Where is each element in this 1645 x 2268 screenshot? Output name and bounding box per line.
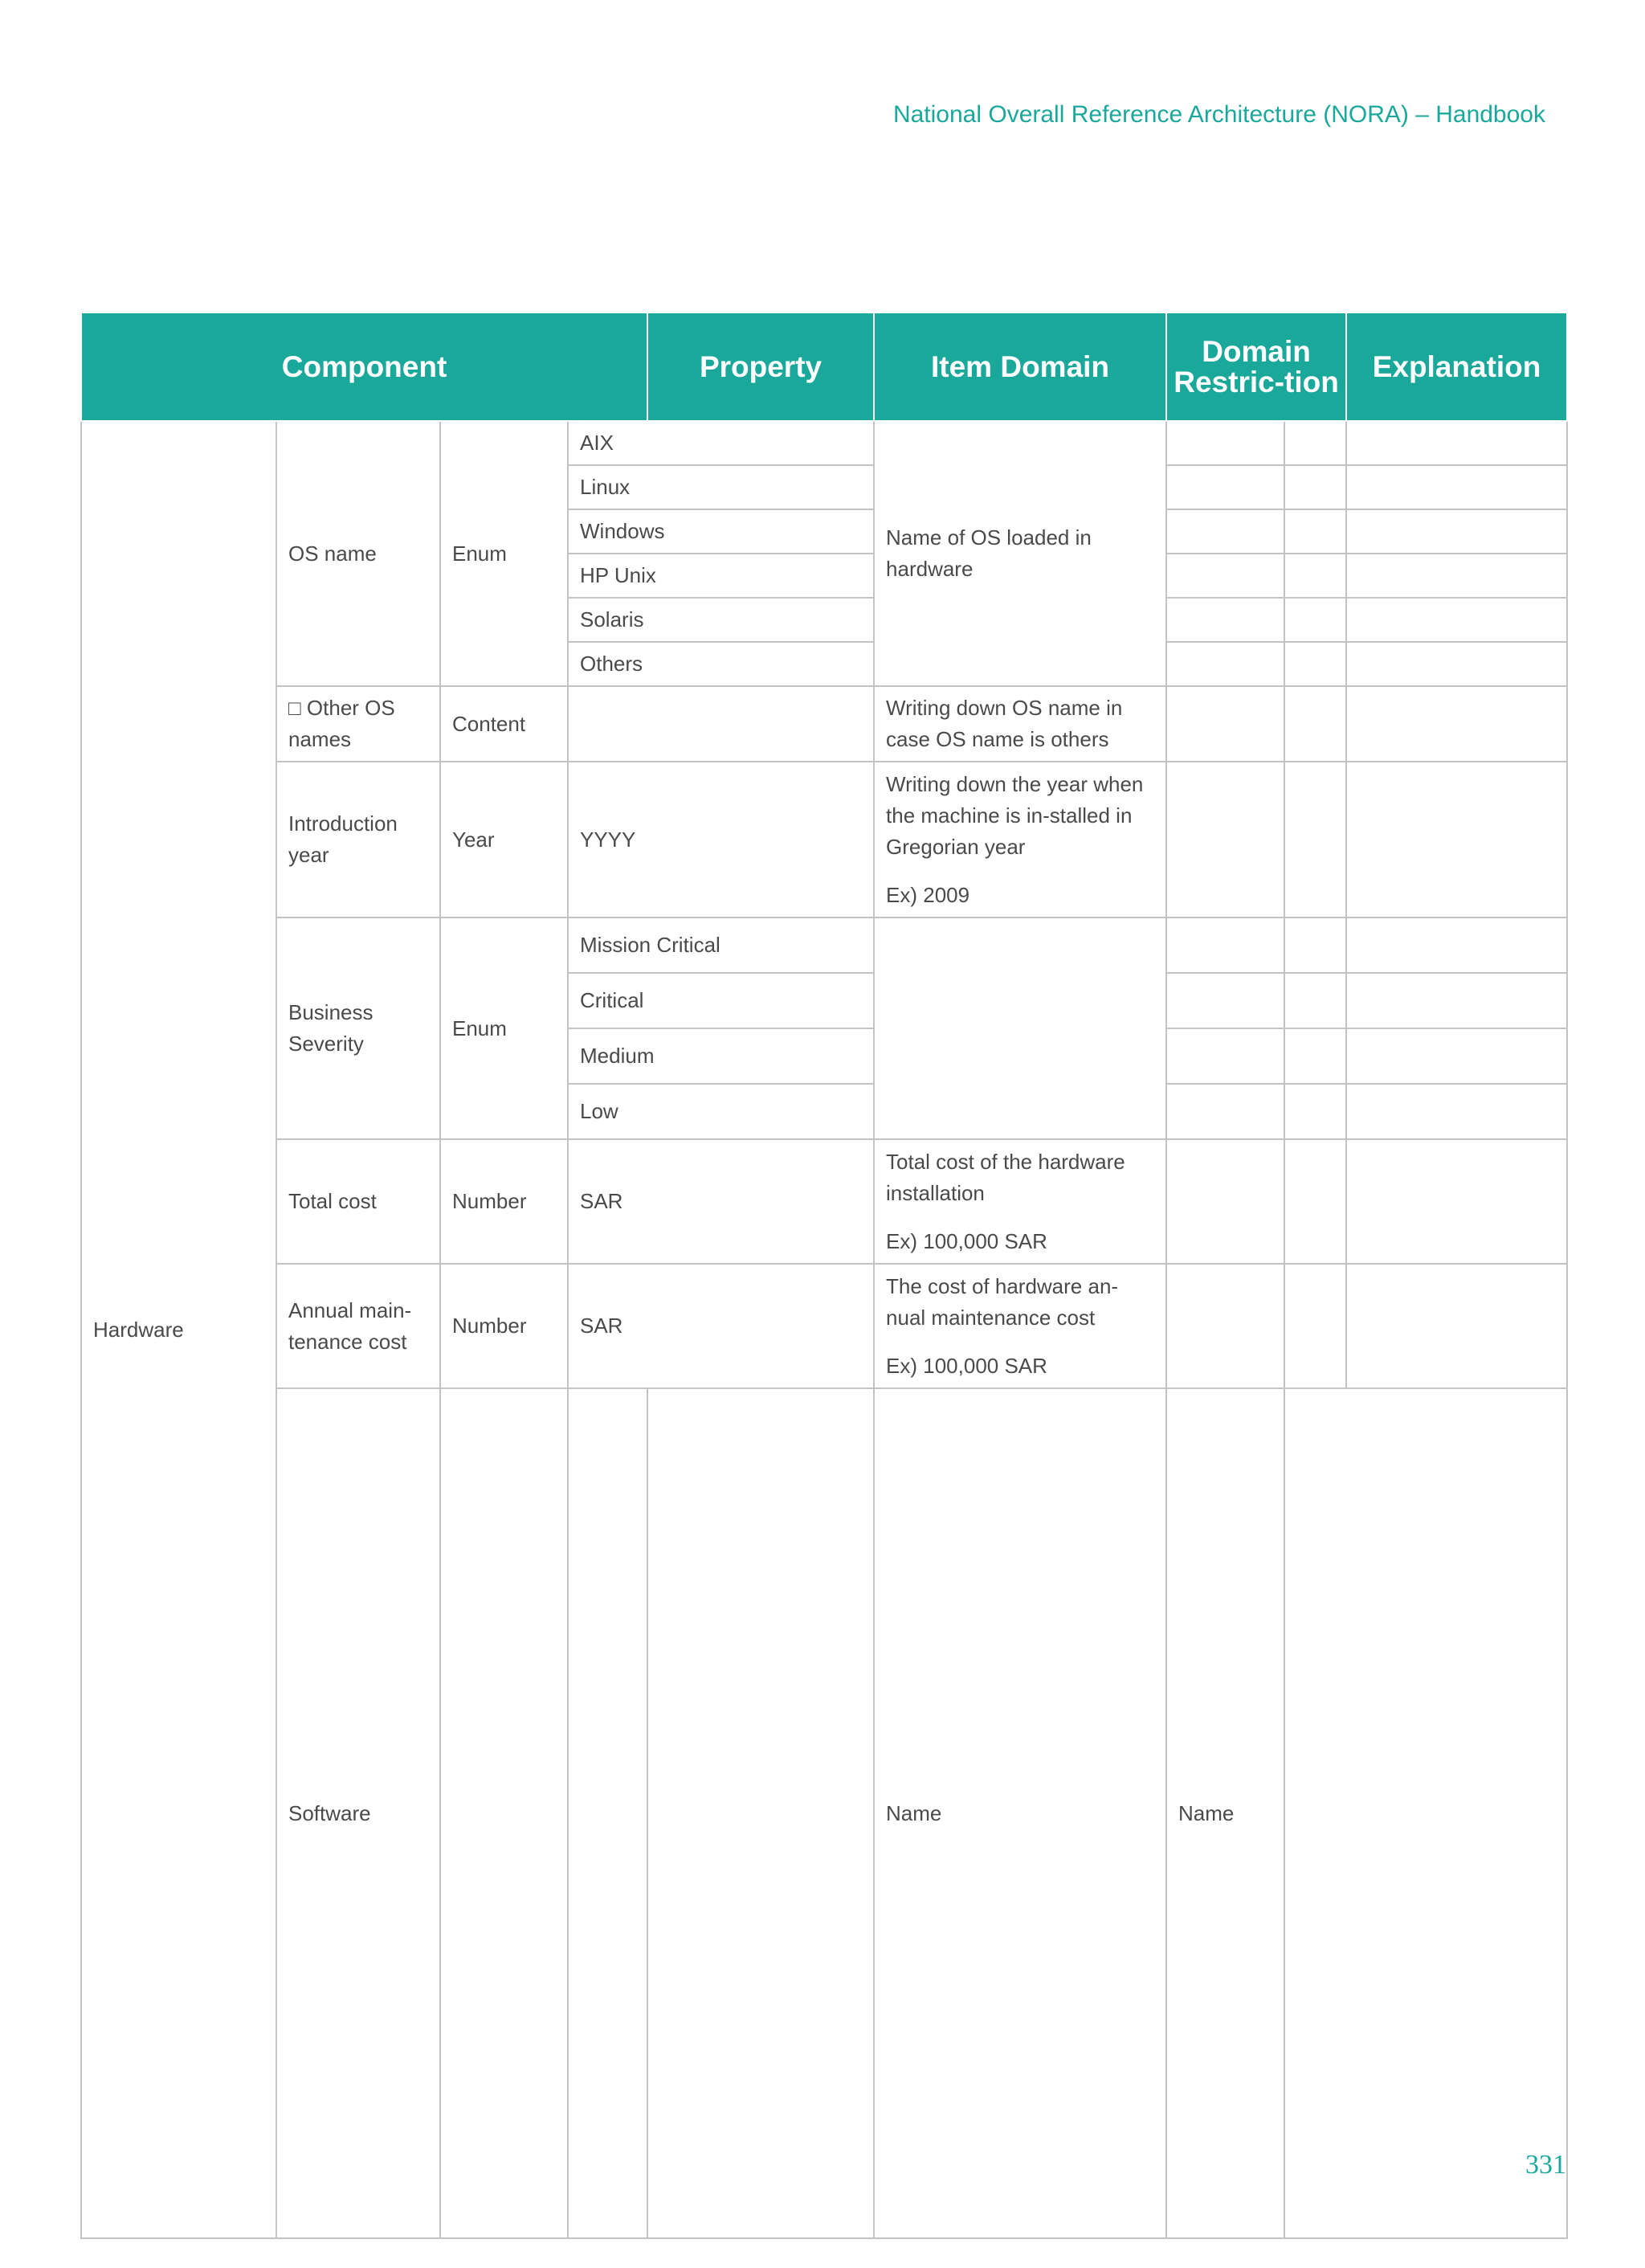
intro-year-domain-cell: YYYY bbox=[568, 762, 874, 917]
table-row bbox=[81, 1264, 1567, 1388]
total-cost-type-cell: Number bbox=[440, 1139, 568, 1264]
table-row bbox=[81, 762, 1567, 917]
os-value-linux: Linux bbox=[568, 465, 874, 509]
severity-value-critical: Critical bbox=[568, 973, 874, 1028]
header-component: Component bbox=[81, 313, 647, 421]
severity-value-low: Low bbox=[568, 1084, 874, 1139]
intro-year-example: Ex) 2009 bbox=[886, 882, 970, 907]
os-type-cell: Enum bbox=[440, 421, 568, 686]
table-row bbox=[81, 917, 1567, 973]
maintenance-domain-cell: SAR bbox=[568, 1264, 874, 1388]
os-name-cell: OS name bbox=[276, 421, 440, 686]
other-os-explanation: Writing down OS name in case OS name is others bbox=[874, 686, 1166, 762]
maintenance-example: Ex) 100,000 SAR bbox=[886, 1353, 1047, 1378]
header-item-domain: Item Domain bbox=[874, 313, 1166, 421]
running-header: National Overall Reference Architecture (NORA) – Handbook bbox=[892, 101, 1545, 128]
maintenance-explanation bbox=[874, 1264, 1166, 1388]
header-explanation: Explanation bbox=[1346, 313, 1567, 421]
maintenance-type-cell: Number bbox=[440, 1264, 568, 1388]
severity-type-cell: Enum bbox=[440, 917, 568, 1139]
table-row bbox=[81, 1388, 1567, 2238]
total-cost-example: Ex) 100,000 SAR bbox=[886, 1228, 1047, 1253]
severity-value-medium: Medium bbox=[568, 1028, 874, 1084]
software-property: Name bbox=[874, 1388, 1166, 2238]
os-value-solaris: Solaris bbox=[568, 598, 874, 642]
total-cost-name-cell: Total cost bbox=[276, 1139, 440, 1264]
software-item-domain: Name bbox=[1166, 1388, 1284, 2238]
other-os-name-cell: □ Other OS names bbox=[276, 686, 440, 762]
table-row bbox=[81, 1139, 1567, 1264]
intro-year-explanation-text: Writing down the year when the machine is in-stalled in Gregorian year bbox=[886, 771, 1144, 859]
severity-value-mission-critical: Mission Critical bbox=[568, 917, 874, 973]
spec-table bbox=[80, 312, 1568, 2239]
os-value-hp-unix: HP Unix bbox=[568, 554, 874, 598]
software-label: Software bbox=[276, 1388, 440, 2238]
intro-year-name-cell: Introduction year bbox=[276, 762, 440, 917]
intro-year-explanation bbox=[874, 762, 1166, 917]
header-property: Property bbox=[647, 313, 874, 421]
maintenance-explanation-text: The cost of hardware an-nual maintenance cost bbox=[886, 1273, 1119, 1330]
page-number: 331 bbox=[1525, 2150, 1566, 2180]
table-row bbox=[81, 421, 1567, 465]
hardware-label: Hardware bbox=[81, 421, 276, 2238]
header-domain-restriction: Domain Restric-tion bbox=[1166, 313, 1346, 421]
table-header-row bbox=[81, 313, 1567, 421]
os-explanation: Name of OS loaded in hardware bbox=[874, 421, 1166, 686]
os-value-windows: Windows bbox=[568, 509, 874, 554]
os-value-aix: AIX bbox=[568, 421, 874, 465]
total-cost-explanation bbox=[874, 1139, 1166, 1264]
maintenance-name-cell: Annual main-tenance cost bbox=[276, 1264, 440, 1388]
table-row bbox=[81, 686, 1567, 762]
os-value-others: Others bbox=[568, 642, 874, 686]
intro-year-type-cell: Year bbox=[440, 762, 568, 917]
total-cost-domain-cell: SAR bbox=[568, 1139, 874, 1264]
severity-name-cell: Business Severity bbox=[276, 917, 440, 1139]
other-os-type-cell: Content bbox=[440, 686, 568, 762]
total-cost-explanation-text: Total cost of the hardware installation bbox=[886, 1149, 1125, 1205]
